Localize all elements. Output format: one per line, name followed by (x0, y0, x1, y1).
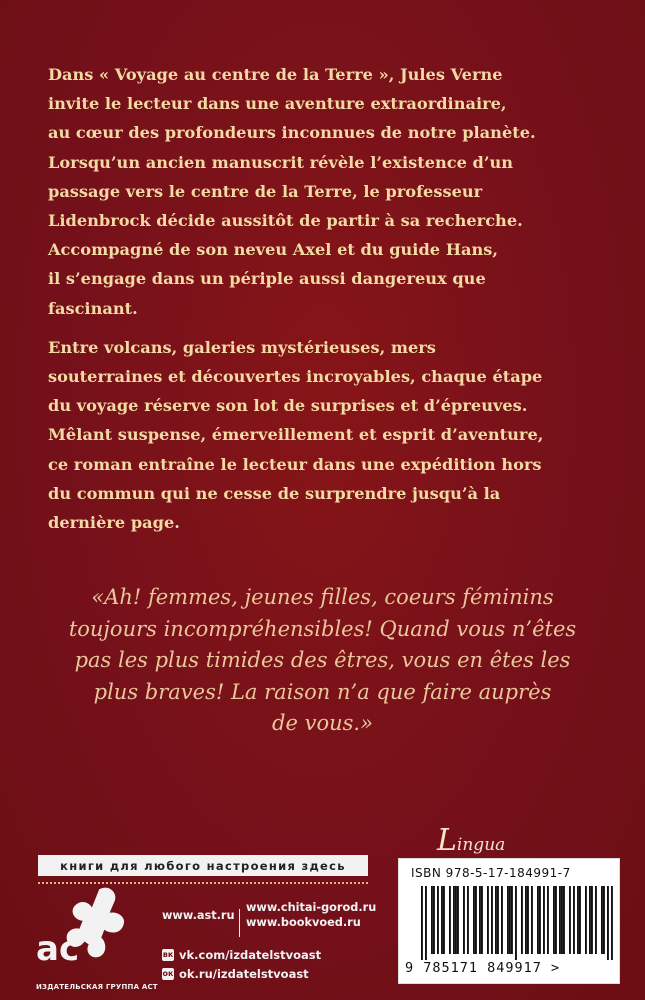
barcode-bar (561, 886, 563, 954)
barcode-bar (603, 886, 605, 954)
barcode-bar (437, 886, 439, 954)
barcode-bar (421, 886, 423, 960)
description-line: invite le lecteur dans une aventure extraordinaire, (48, 94, 507, 114)
barcode-bar (521, 886, 523, 954)
barcode-bar (589, 886, 591, 954)
barcode (421, 886, 613, 960)
barcode-bar (501, 886, 503, 954)
description-line: Lidenbrock décide aussitôt de partir à sa recherche. (48, 211, 523, 231)
barcode-bar (569, 886, 571, 954)
series-logo-rest: ingua (456, 835, 506, 855)
quote-line: de vous.» (272, 711, 373, 735)
social-link-text: vk.com/izdatelstvoast (179, 948, 322, 962)
isbn-label: ISBN 978-5-17-184991-7 (411, 866, 571, 880)
social-link-vk (162, 948, 321, 962)
description-line: au cœur des profondeurs inconnues de notre planète. (48, 123, 536, 143)
description-line: du voyage réserve son lot de surprises et d’épreuves. (48, 396, 528, 416)
barcode-bar (515, 886, 517, 960)
publisher-site: www.ast.ru (162, 909, 235, 922)
description-line: Entre volcans, galeries mystérieuses, mers (48, 337, 436, 357)
vk-icon: вк (162, 950, 174, 959)
social-link-text: ok.ru/izdatelstvoast (179, 967, 309, 981)
partner-sites (246, 900, 376, 930)
barcode-bar (491, 886, 493, 954)
series-logo-initial: L (437, 823, 457, 858)
barcode-bar (595, 886, 597, 954)
publisher-name: ИЗДАТЕЛЬСКАЯ ГРУППА АСТ (36, 983, 158, 991)
description-line: dernière page. (48, 513, 180, 533)
description-line: Lorsqu’un ancien manuscrit révèle l’existence d’un (48, 152, 514, 172)
barcode-bar (475, 886, 477, 954)
barcode-bar (601, 886, 603, 954)
tagline: книги для любого настроения здесь (60, 858, 346, 873)
barcode-bar (537, 886, 539, 954)
barcode-bar (455, 886, 457, 954)
barcode-bar (563, 886, 565, 954)
barcode-bar (431, 886, 433, 954)
partner-site: www.bookvoed.ru (246, 916, 361, 929)
description-line: Accompagné de son neveu Axel et du guide Hans, (48, 240, 498, 260)
description-paragraph-2 (48, 333, 608, 537)
barcode-bar (577, 886, 579, 954)
barcode-bar (539, 886, 541, 954)
barcode-bar (509, 886, 511, 954)
isbn-barcode-box (398, 858, 620, 984)
barcode-bar (579, 886, 581, 954)
ast-logo (30, 880, 140, 990)
barcode-bar (559, 886, 561, 954)
barcode-bar (449, 886, 451, 954)
description-line: du commun qui ne cesse de surprendre jusqu’à la (48, 483, 501, 503)
description-line: fascinant. (48, 298, 138, 318)
description-line: souterraines et découvertes incroyables, chaque étape (48, 367, 543, 387)
barcode-bar (573, 886, 575, 954)
barcode-bar (453, 886, 455, 954)
description-line: passage vers le centre de la Terre, le professeur (48, 181, 483, 201)
description-line: Dans « Voyage au centre de la Terre », Jules Verne (48, 65, 503, 84)
barcode-bar (555, 886, 557, 954)
book-description (48, 60, 608, 537)
barcode-bar (547, 886, 549, 954)
barcode-bar (441, 886, 443, 954)
barcode-bar (495, 886, 497, 954)
social-link-ok (162, 967, 309, 981)
series-logo (437, 823, 506, 858)
barcode-bar (457, 886, 459, 954)
barcode-bar (497, 886, 499, 954)
barcode-bar (543, 886, 545, 954)
barcode-bar (591, 886, 593, 954)
barcode-bar (607, 886, 609, 960)
book-quote (40, 582, 605, 740)
barcode-bar (487, 886, 489, 954)
quote-line: plus braves! La raison n’a que faire auprès (93, 679, 552, 704)
barcode-bar (531, 886, 533, 954)
barcode-bar (479, 886, 481, 954)
barcode-bar (611, 886, 613, 960)
quote-line: «Ah! femmes, jeunes filles, coeurs féminins (91, 585, 554, 609)
description-line: Mêlant suspense, émerveillement et esprit d’aventure, (48, 425, 544, 445)
barcode-bar (433, 886, 435, 954)
barcode-bar (463, 886, 465, 954)
barcode-bar (443, 886, 445, 954)
site-divider (239, 909, 240, 937)
barcode-bar (481, 886, 483, 954)
partner-site: www.chitai-gorod.ru (246, 901, 377, 914)
barcode-bar (473, 886, 475, 954)
barcode-bar (511, 886, 513, 954)
barcode-bar (553, 886, 555, 954)
quote-line: pas les plus timides des êtres, vous en êtes les (74, 648, 571, 672)
barcode-bar (527, 886, 529, 954)
barcode-digits: 9 785171 849917 > (405, 960, 561, 976)
barcode-bar (525, 886, 527, 954)
description-line: ce roman entraîne le lecteur dans une expédition hors (48, 454, 542, 474)
barcode-bar (467, 886, 469, 954)
ok-icon: ок (162, 969, 174, 978)
barcode-bar (425, 886, 427, 960)
ast-logo-text: ac (36, 929, 80, 969)
tagline-bar (38, 855, 368, 876)
description-line: il s’engage dans un périple aussi dangereux que (48, 269, 486, 289)
quote-line: toujours incompréhensibles! Quand vous n’êtes (68, 616, 577, 641)
barcode-bar (585, 886, 587, 954)
description-paragraph-1 (48, 60, 608, 323)
barcode-bar (507, 886, 509, 954)
